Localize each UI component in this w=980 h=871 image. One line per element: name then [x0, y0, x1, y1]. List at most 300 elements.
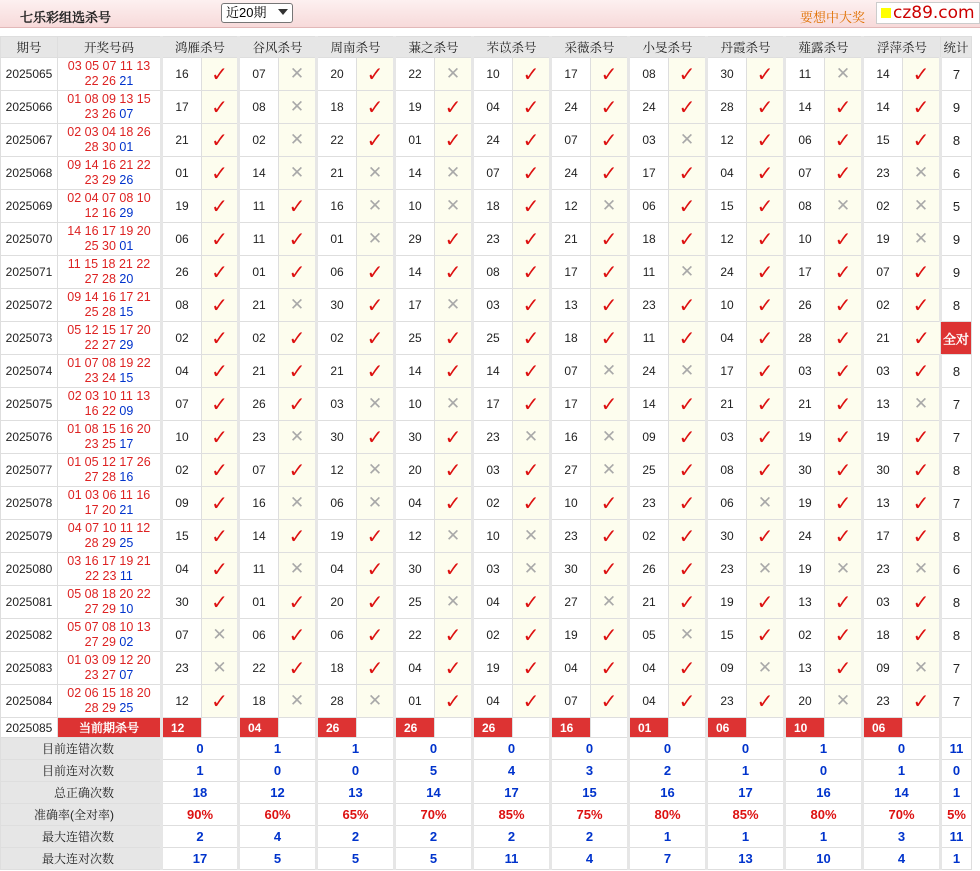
kill-number: 04	[473, 685, 513, 718]
hit-cell	[279, 454, 317, 487]
check-icon: ✓	[678, 63, 696, 86]
check-icon: ✓	[912, 96, 930, 119]
hit-cell	[747, 421, 785, 454]
hit-cell	[591, 322, 629, 355]
miss-cell	[202, 619, 239, 652]
kill-number: 27	[551, 454, 591, 487]
hit-cell	[202, 454, 239, 487]
cross-icon: ✕	[289, 97, 305, 116]
hit-cell	[202, 388, 239, 421]
cross-icon: ✕	[913, 163, 929, 182]
table-row	[1, 223, 972, 256]
miss-cell	[435, 157, 473, 190]
hit-cell	[513, 487, 551, 520]
hit-cell	[435, 256, 473, 289]
check-icon: ✓	[912, 360, 930, 383]
miss-cell	[279, 487, 317, 520]
hit-cell	[202, 223, 239, 256]
draw-numbers-tail: 23 29	[84, 173, 116, 187]
miss-cell	[435, 58, 473, 91]
check-icon: ✓	[834, 327, 852, 350]
kill-number: 13	[785, 586, 825, 619]
kill-number: 22	[395, 58, 435, 91]
site-logo[interactable]	[876, 2, 980, 24]
miss-cell	[357, 388, 395, 421]
miss-cell	[825, 58, 863, 91]
kill-number: 17	[551, 58, 591, 91]
kill-number: 23	[162, 652, 202, 685]
stats-value: 14	[395, 782, 473, 804]
hit-cell	[747, 685, 785, 718]
cross-icon: ✕	[601, 427, 617, 446]
hit-cell	[825, 454, 863, 487]
stats-value: 16	[785, 782, 863, 804]
hit-cell	[903, 586, 941, 619]
hit-cell	[202, 124, 239, 157]
kill-number: 11	[239, 553, 279, 586]
column-header: 丹霞杀号	[707, 37, 785, 58]
miss-cell	[591, 190, 629, 223]
draw-numbers-main: 03 05 07 11 13	[67, 59, 151, 73]
check-icon: ✓	[366, 558, 384, 581]
check-icon: ✓	[756, 63, 774, 86]
draw-numbers-main: 05 08 18 20 22	[67, 587, 151, 601]
kill-number: 24	[551, 91, 591, 124]
miss-cell	[279, 58, 317, 91]
cross-icon: ✕	[913, 229, 929, 248]
column-header: 薤露杀号	[785, 37, 863, 58]
draw-numbers-main: 04 07 10 11 12	[67, 521, 151, 535]
kill-number: 23	[707, 553, 747, 586]
check-icon: ✓	[288, 261, 306, 284]
hit-cell	[357, 619, 395, 652]
current-kill-number: 16	[551, 718, 591, 738]
hit-cell	[513, 619, 551, 652]
check-icon: ✓	[366, 63, 384, 86]
check-icon: ✓	[834, 96, 852, 119]
miss-cell	[591, 355, 629, 388]
draw-numbers-tail: 27 29	[84, 635, 116, 649]
check-icon: ✓	[756, 690, 774, 713]
hit-cell	[513, 652, 551, 685]
draw-numbers	[58, 454, 162, 487]
kill-number: 24	[473, 124, 513, 157]
cross-icon: ✕	[212, 625, 227, 644]
kill-number: 13	[551, 289, 591, 322]
kill-number: 10	[395, 190, 435, 223]
check-icon: ✓	[211, 195, 228, 218]
check-icon: ✓	[678, 525, 696, 548]
miss-cell	[357, 190, 395, 223]
kill-number: 18	[317, 652, 357, 685]
hit-cell	[513, 190, 551, 223]
kill-number: 26	[785, 289, 825, 322]
miss-cell	[669, 619, 707, 652]
kill-number: 19	[162, 190, 202, 223]
stats-value: 1	[863, 760, 941, 782]
miss-cell	[903, 223, 941, 256]
hit-cell	[357, 256, 395, 289]
hit-cell	[202, 322, 239, 355]
hit-cell	[357, 322, 395, 355]
cross-icon: ✕	[367, 460, 383, 479]
hit-cell	[591, 256, 629, 289]
hit-count: 7	[941, 652, 972, 685]
miss-cell	[669, 355, 707, 388]
stats-value: 16	[629, 782, 707, 804]
check-icon: ✓	[211, 129, 228, 152]
hit-count: 9	[941, 223, 972, 256]
hit-cell	[279, 652, 317, 685]
cross-icon: ✕	[913, 559, 929, 578]
hit-cell	[435, 421, 473, 454]
kill-number: 28	[707, 91, 747, 124]
hit-cell	[591, 58, 629, 91]
kill-number: 30	[707, 58, 747, 91]
column-header: 鸿雁杀号	[162, 37, 239, 58]
kill-number: 17	[863, 520, 903, 553]
draw-numbers	[58, 652, 162, 685]
stats-value: 2	[317, 826, 395, 848]
hit-cell	[747, 256, 785, 289]
check-icon: ✓	[678, 393, 696, 416]
kill-number: 01	[239, 256, 279, 289]
hit-cell	[435, 553, 473, 586]
kill-number: 06	[707, 487, 747, 520]
cross-icon: ✕	[601, 592, 617, 611]
draw-numbers-tail: 28 30	[84, 140, 116, 154]
stats-value: 0	[863, 738, 941, 760]
kill-number: 04	[707, 322, 747, 355]
kill-number: 17	[551, 388, 591, 421]
miss-cell	[903, 157, 941, 190]
stats-value: 0	[551, 738, 629, 760]
check-icon: ✓	[444, 129, 462, 152]
check-icon: ✓	[600, 261, 618, 284]
hit-cell	[202, 289, 239, 322]
logo-square-icon	[881, 8, 891, 18]
check-icon: ✓	[678, 96, 696, 119]
kill-number: 07	[551, 355, 591, 388]
hit-cell	[825, 322, 863, 355]
stats-value: 0	[473, 738, 551, 760]
hit-count: 7	[941, 685, 972, 718]
kill-number: 02	[239, 322, 279, 355]
cross-icon: ✕	[367, 229, 383, 248]
cross-icon: ✕	[289, 691, 305, 710]
kill-number: 26	[629, 553, 669, 586]
check-icon: ✓	[912, 624, 930, 647]
kill-number: 18	[317, 91, 357, 124]
kill-number: 17	[395, 289, 435, 322]
kill-number: 19	[551, 619, 591, 652]
hit-cell	[825, 256, 863, 289]
issue-number: 2025066	[1, 91, 58, 124]
hit-cell	[202, 355, 239, 388]
kill-number: 30	[863, 454, 903, 487]
miss-cell	[669, 256, 707, 289]
draw-numbers	[58, 289, 162, 322]
table-row	[1, 421, 972, 454]
check-icon: ✓	[834, 360, 852, 383]
column-header: 采薇杀号	[551, 37, 629, 58]
miss-cell	[202, 652, 239, 685]
slogan-link[interactable]: 要想中大奖	[800, 10, 866, 25]
stats-value: 0	[317, 760, 395, 782]
stats-value: 17	[162, 848, 239, 870]
draw-numbers-tail: 16 22	[84, 404, 116, 418]
draw-numbers	[58, 256, 162, 289]
check-icon: ✓	[678, 195, 696, 218]
cross-icon: ✕	[601, 361, 617, 380]
issue-number: 2025074	[1, 355, 58, 388]
check-icon: ✓	[522, 96, 540, 119]
cross-icon: ✕	[445, 526, 461, 545]
cross-icon: ✕	[913, 196, 929, 215]
hit-count: 6	[941, 553, 972, 586]
column-header: 浮萍杀号	[863, 37, 941, 58]
hit-count: 8	[941, 586, 972, 619]
check-icon: ✓	[211, 525, 228, 548]
current-kill-number: 06	[863, 718, 903, 738]
issue-number: 2025082	[1, 619, 58, 652]
hit-cell	[903, 289, 941, 322]
miss-cell	[435, 289, 473, 322]
issue-number: 2025068	[1, 157, 58, 190]
hit-cell	[357, 586, 395, 619]
check-icon: ✓	[366, 96, 384, 119]
cross-icon: ✕	[913, 658, 929, 677]
kill-number: 19	[395, 91, 435, 124]
kill-number: 30	[707, 520, 747, 553]
kill-number: 24	[785, 520, 825, 553]
stats-label: 总正确次数	[1, 782, 162, 804]
draw-numbers-tail: 23 27	[84, 668, 116, 682]
cross-icon: ✕	[445, 196, 461, 215]
check-icon: ✓	[678, 459, 696, 482]
check-icon: ✓	[211, 261, 228, 284]
stats-value: 0	[707, 738, 785, 760]
hit-cell	[591, 157, 629, 190]
table-row	[1, 685, 972, 718]
stats-value: 2	[395, 826, 473, 848]
check-icon: ✓	[600, 327, 618, 350]
hit-cell	[202, 520, 239, 553]
hit-cell	[747, 190, 785, 223]
check-icon: ✓	[756, 228, 774, 251]
draw-numbers-main: 02 04 07 08 10	[67, 191, 151, 205]
miss-cell	[279, 685, 317, 718]
stats-value: 17	[473, 782, 551, 804]
miss-cell	[903, 553, 941, 586]
hit-cell	[591, 388, 629, 421]
draw-bonus-number: 26	[119, 173, 134, 187]
period-select[interactable]	[221, 3, 293, 23]
kill-number: 24	[629, 91, 669, 124]
kill-number: 07	[239, 58, 279, 91]
check-icon: ✓	[211, 228, 228, 251]
check-icon: ✓	[600, 96, 618, 119]
kill-number: 14	[395, 256, 435, 289]
hit-cell	[202, 256, 239, 289]
kill-number: 04	[162, 355, 202, 388]
hit-cell	[747, 322, 785, 355]
hit-cell	[669, 157, 707, 190]
check-icon: ✓	[366, 360, 384, 383]
cross-icon: ✕	[367, 394, 383, 413]
draw-numbers-tail: 27 28	[84, 470, 116, 484]
draw-numbers	[58, 553, 162, 586]
table-row	[1, 520, 972, 553]
check-icon: ✓	[211, 459, 228, 482]
stats-value: 2	[162, 826, 239, 848]
table-row	[1, 124, 972, 157]
stats-value: 17	[707, 782, 785, 804]
hit-cell	[825, 388, 863, 421]
miss-cell	[747, 553, 785, 586]
check-icon: ✓	[288, 195, 306, 218]
check-icon: ✓	[366, 624, 384, 647]
hit-cell	[825, 520, 863, 553]
kill-number: 07	[162, 388, 202, 421]
draw-bonus-number: 20	[119, 272, 134, 286]
hit-cell	[279, 322, 317, 355]
hit-cell	[357, 520, 395, 553]
check-icon: ✓	[600, 129, 618, 152]
stats-value: 65%	[317, 804, 395, 826]
check-icon: ✓	[600, 690, 618, 713]
cross-icon: ✕	[679, 262, 695, 281]
kill-number: 10	[473, 58, 513, 91]
cross-icon: ✕	[445, 394, 461, 413]
kill-number: 04	[473, 586, 513, 619]
check-icon: ✓	[912, 63, 930, 86]
kill-number: 02	[629, 520, 669, 553]
kill-number: 02	[239, 124, 279, 157]
draw-numbers-main: 05 12 15 17 20	[67, 323, 151, 337]
table-row	[1, 355, 972, 388]
draw-numbers-main: 02 06 15 18 20	[67, 686, 151, 700]
issue-number: 2025078	[1, 487, 58, 520]
hit-cell	[435, 652, 473, 685]
check-icon: ✓	[444, 657, 462, 680]
kill-number: 21	[629, 586, 669, 619]
check-icon: ✓	[756, 591, 774, 614]
table-row	[1, 289, 972, 322]
stats-value: 0	[239, 760, 317, 782]
current-kill-number: 01	[629, 718, 669, 738]
kill-number: 02	[162, 454, 202, 487]
kill-number: 10	[395, 388, 435, 421]
kill-number: 18	[239, 685, 279, 718]
kill-number: 03	[863, 355, 903, 388]
current-empty-cell	[279, 718, 317, 738]
cross-icon: ✕	[289, 130, 305, 149]
hit-cell	[357, 553, 395, 586]
check-icon: ✓	[444, 558, 462, 581]
kill-number: 10	[785, 223, 825, 256]
kill-number: 24	[551, 157, 591, 190]
check-icon: ✓	[678, 558, 696, 581]
miss-cell	[513, 520, 551, 553]
stats-value: 1	[707, 826, 785, 848]
hit-cell	[825, 487, 863, 520]
kill-number: 11	[629, 322, 669, 355]
kill-number: 02	[473, 487, 513, 520]
draw-numbers	[58, 685, 162, 718]
current-empty-cell	[903, 718, 941, 738]
cross-icon: ✕	[601, 460, 617, 479]
hit-cell	[825, 586, 863, 619]
stats-value: 1	[629, 826, 707, 848]
cross-icon: ✕	[679, 625, 695, 644]
check-icon: ✓	[444, 360, 462, 383]
cross-icon: ✕	[523, 427, 539, 446]
kill-number: 17	[473, 388, 513, 421]
hit-cell	[435, 223, 473, 256]
kill-number: 21	[239, 289, 279, 322]
kill-number: 09	[863, 652, 903, 685]
check-icon: ✓	[834, 129, 852, 152]
hit-cell	[903, 256, 941, 289]
table-row	[1, 619, 972, 652]
kill-number: 01	[162, 157, 202, 190]
issue-number: 2025070	[1, 223, 58, 256]
hit-cell	[435, 124, 473, 157]
check-icon: ✓	[366, 327, 384, 350]
stats-value: 0	[785, 760, 863, 782]
hit-cell	[435, 685, 473, 718]
kill-number: 19	[785, 421, 825, 454]
stats-value: 70%	[863, 804, 941, 826]
hit-count: 8	[941, 619, 972, 652]
stats-label: 准确率(全对率)	[1, 804, 162, 826]
check-icon: ✓	[912, 261, 930, 284]
check-icon: ✓	[678, 690, 696, 713]
draw-numbers-main: 01 03 06 11 16	[67, 488, 151, 502]
kill-number: 22	[317, 124, 357, 157]
column-header: 期号	[1, 37, 58, 58]
kill-number: 30	[551, 553, 591, 586]
kill-number: 21	[239, 355, 279, 388]
stats-value: 1	[707, 760, 785, 782]
hit-cell	[903, 619, 941, 652]
hit-cell	[669, 190, 707, 223]
kill-number: 30	[785, 454, 825, 487]
hit-cell	[903, 454, 941, 487]
kill-number: 08	[785, 190, 825, 223]
kill-number: 19	[785, 487, 825, 520]
current-kill-number: 06	[707, 718, 747, 738]
hit-cell	[747, 388, 785, 421]
check-icon: ✓	[522, 690, 540, 713]
draw-numbers-main: 01 05 12 17 26	[67, 455, 151, 469]
column-header: 周南杀号	[317, 37, 395, 58]
column-header: 蒹之杀号	[395, 37, 473, 58]
check-icon: ✓	[444, 261, 462, 284]
kill-number: 18	[551, 322, 591, 355]
hit-cell	[357, 91, 395, 124]
hit-cell	[357, 58, 395, 91]
kill-number: 21	[707, 388, 747, 421]
miss-cell	[279, 157, 317, 190]
stats-value: 3	[863, 826, 941, 848]
check-icon: ✓	[834, 525, 852, 548]
miss-cell	[357, 685, 395, 718]
hit-cell	[513, 256, 551, 289]
hit-count: 8	[941, 289, 972, 322]
hit-cell	[747, 355, 785, 388]
